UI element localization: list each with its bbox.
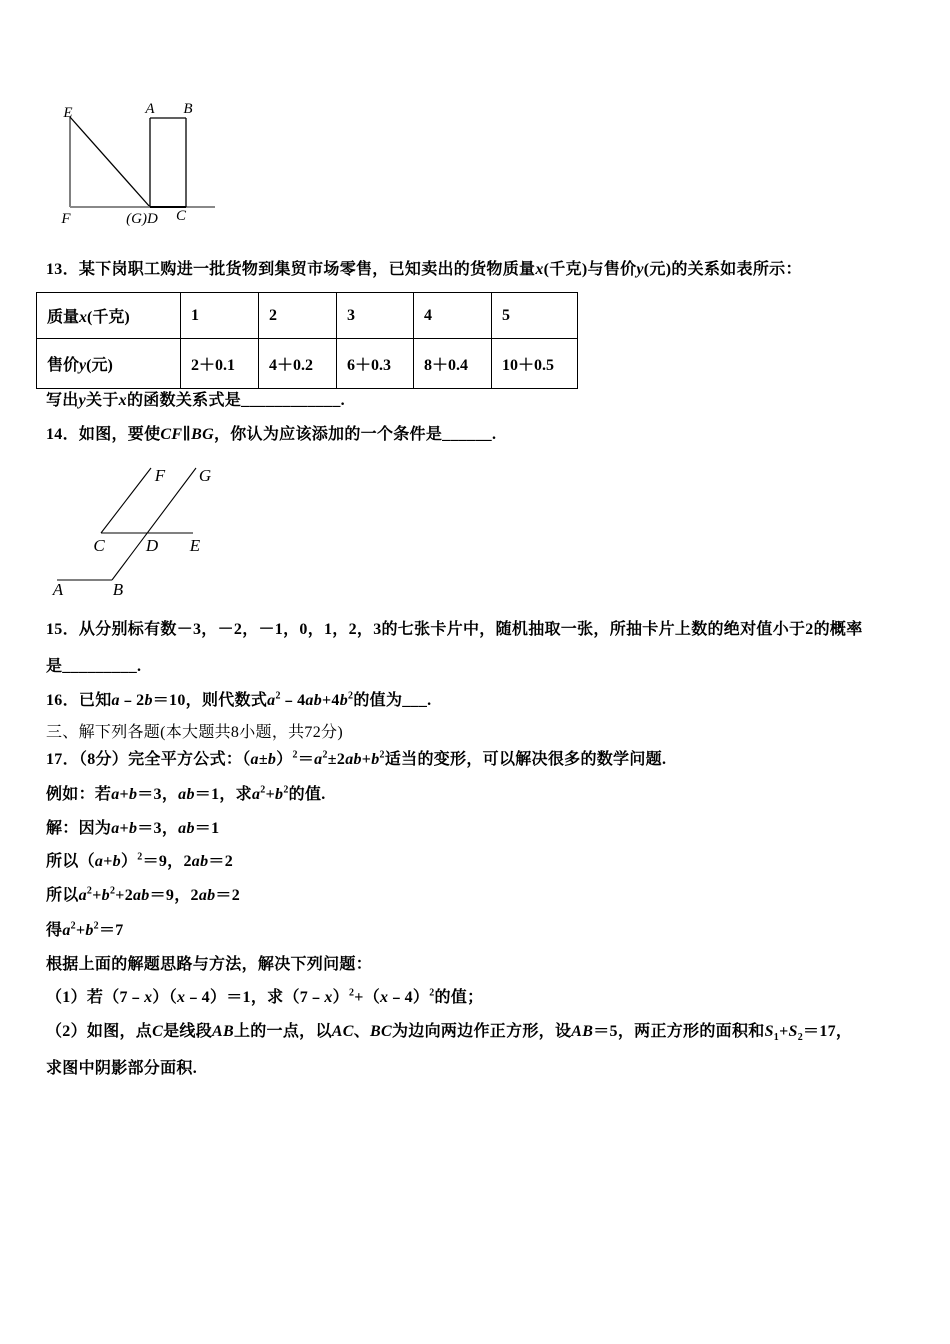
math-variable: b [112,853,121,870]
text-run: ﹣4）＝1，求（7﹣ [185,989,325,1006]
text-run: 的函数关系式是____________. [126,392,345,409]
superscript: 2 [379,749,385,761]
math-variable: b [128,786,138,803]
text-run: 质量 [47,309,80,326]
math-variable: a [111,786,120,803]
text-run: 上的一点，以 [233,1023,332,1040]
text-run: 的值. [288,786,326,803]
text-run: 16．已知 [46,692,112,709]
text-run: ） [120,853,138,870]
text-run: 2＋0.1 [191,357,236,374]
text-run: ＝1，求 [194,786,252,803]
math-variable: b [267,751,277,768]
math-variable: x [177,989,186,1006]
math-variable: a [314,751,323,768]
question-17-solution-1 [46,819,219,839]
question-17-part-2 [46,1022,852,1042]
math-variable: b [144,692,153,709]
text-run: 10＋0.5 [502,357,555,374]
text-run: ＝3， [137,820,179,837]
question-17-part-1 [46,988,483,1008]
question-15-line-1: 15．从分别标有数－3，－2，－1，0，1，2，3的七张卡片中，随机抽取一张，所抽卡片上数的绝对值小于2的概率 [46,621,863,638]
text-run: 4＋0.2 [269,357,314,374]
text-run: +（ [354,989,381,1006]
math-variable: a [111,820,120,837]
superscript: 2 [429,987,435,999]
math-variable: a [251,786,261,803]
text-run: 的值； [434,989,484,1006]
label-f: F [154,466,166,485]
math-variable: x [118,392,127,409]
math-variable: ab [178,820,195,837]
superscript: 2 [283,784,289,796]
text-run: 为边向两边作正方形，设 [391,1023,572,1040]
text-run: 17．（8分）完全平方公式：（ [46,751,251,768]
text-run: ±2 [327,751,346,768]
math-variable: a [62,922,71,939]
math-variable: BC [370,1023,392,1040]
math-variable: y [78,392,87,409]
text-run: 写出 [46,392,79,409]
text-run: 解：因为 [46,820,112,837]
subscript: 2 [797,1032,804,1044]
text-run: ） [332,989,349,1006]
text-run: 5 [502,306,510,324]
label-gd: (G)D [126,211,158,227]
math-variable: ab [345,751,362,768]
math-variable: x [324,989,333,1006]
math-variable: AB [571,1023,594,1040]
math-variable: a [94,853,104,870]
math-variable: b [128,820,138,837]
segment-ed [70,117,150,207]
math-variable: AB [212,1023,234,1040]
math-variable: ab [191,853,209,870]
text-run: （2）如图，点 [46,1023,153,1040]
math-variable: a [78,887,87,904]
text-run: 关于 [86,392,119,409]
text-run: ＝17， [803,1023,853,1040]
text-run: +4 [322,692,340,709]
label-e: E [189,536,201,555]
label-f: F [61,211,71,227]
text-run: ＝10，则代数式 [152,692,268,709]
figure-parallel-lines [40,455,220,600]
superscript: 2 [348,987,355,999]
table-row-mass [37,293,578,339]
label-b: B [183,101,193,117]
text-run: 8＋0.4 [424,357,469,374]
line-cf [101,468,151,533]
text-run: ）（ [152,989,178,1006]
text-run: + [103,853,113,870]
label-a: A [145,101,155,117]
question-17-solution-2 [46,852,233,872]
text-run: 2 [269,306,277,324]
table-cell [259,339,337,389]
math-variable: b [85,922,94,939]
superscript: 2 [348,690,354,702]
math-variable: a [250,751,259,768]
math-variable: S [764,1023,774,1040]
text-run: （1）若（7﹣ [46,989,145,1006]
question-17-stem [46,750,666,770]
math-variable: x [144,989,153,1006]
math-variable: ab [305,692,322,709]
subscript: 1 [773,1032,780,1044]
math-variable: b [339,692,349,709]
math-variable: ab [133,887,150,904]
math-variable: b [275,786,284,803]
text-run: +2 [115,887,133,904]
math-variable: b [371,751,380,768]
math-variable: a [267,692,276,709]
text-run: ＝9，2 [142,853,192,870]
text-run: ，你认为应该添加的一个条件是______. [213,426,497,443]
question-15-line-2: 是_________. [46,658,142,675]
table-header-price [37,339,181,389]
label-a: A [52,580,64,599]
superscript: 2 [70,920,76,932]
superscript: 2 [292,749,298,761]
question-17-solution-4 [46,921,124,941]
question-17-instruction [46,955,372,975]
table-cell [414,339,492,389]
label-e: E [63,105,73,121]
table-cell [414,293,492,339]
text-run: ＝9，2 [149,887,199,904]
math-variable: CF∥BG [160,426,214,443]
text-run: ＝7 [98,922,124,939]
math-variable: x [79,309,88,326]
table-cell [492,339,578,389]
text-run: ） [276,751,293,768]
text-run: 4 [424,306,432,324]
text-run: 是线段 [163,1023,212,1040]
text-run: + [119,820,129,837]
superscript: 2 [322,749,328,761]
math-variable: b [101,887,110,904]
text-run: (元)的关系如表所示： [643,261,802,278]
question-16-stem [46,691,431,711]
text-run: 6＋0.3 [347,357,392,374]
math-variable: C [152,1023,164,1040]
text-run: ± [258,751,268,768]
text-run: + [75,922,86,939]
table-cell [259,293,337,339]
section-3-title: 三、解下列各题(本大题共8小题，共72分) [46,724,343,741]
text-run: ﹣2 [119,692,145,709]
math-variable: y [79,357,87,374]
text-run: (千克)与售价 [543,261,637,278]
text-run: 得 [46,922,63,939]
table-cell [181,293,259,339]
label-d: D [145,536,159,555]
question-17-solution-3 [46,886,240,906]
price-table [36,292,578,389]
table-cell [181,339,259,389]
text-run: ＝ [297,751,315,768]
text-run: 13．某下岗职工购进一批货物到集贸市场零售，已知卖出的货物质量 [46,261,536,278]
text-run: 根据上面的解题思路与方法，解决下列问题： [46,956,373,973]
text-run: ＝1 [194,820,220,837]
text-run: + [119,786,129,803]
math-variable: ab [178,786,195,803]
text-run: ＝5，两正方形的面积和 [593,1023,765,1040]
superscript: 2 [260,784,266,796]
superscript: 2 [275,690,281,702]
text-run: ＝3， [137,786,179,803]
text-run: 适当的变形，可以解决很多的数学问题. [384,751,667,768]
question-13-prompt [46,391,345,411]
math-variable: a [111,692,120,709]
text-run: 1 [191,306,199,324]
table-cell [337,339,414,389]
text-run: ＝2 [208,853,233,870]
question-13-stem [46,260,802,280]
text-run: 例如：若 [46,786,112,803]
text-run: 的值为___. [353,692,432,709]
superscript: 2 [93,920,99,932]
text-run: (千克) [87,309,130,326]
text-run: ﹣4 [280,692,306,709]
figure-rectangle-shadow [40,90,230,235]
table-cell [337,293,414,339]
text-run: 所以（ [46,853,95,870]
math-variable: x [535,261,544,278]
text-run: + [361,751,372,768]
text-run: 14．如图，要使 [46,426,161,443]
text-run: 所以 [46,887,79,904]
text-run: ＝2 [215,887,241,904]
question-17-part-2-cont [46,1059,197,1079]
text-run: 售价 [47,357,80,374]
question-14-stem [46,425,496,445]
superscript: 2 [109,885,116,897]
superscript: 2 [86,885,93,897]
table-row-price [37,339,578,389]
superscript: 2 [137,851,143,863]
text-run: ﹣4） [388,989,430,1006]
text-run: 3 [347,306,355,324]
text-run: + [779,1023,789,1040]
math-variable: ab [198,887,216,904]
table-cell [492,293,578,339]
text-run: 、 [353,1023,371,1040]
label-c: C [175,208,187,224]
question-17-example [46,785,326,805]
math-variable: y [636,261,644,278]
label-c: C [93,536,105,555]
text-run: 求图中阴影部分面积. [46,1060,198,1077]
text-run: + [265,786,276,803]
text-run: + [92,887,102,904]
math-variable: x [380,989,389,1006]
text-run: (元) [86,357,113,374]
label-b: B [112,580,124,599]
math-variable: AC [331,1023,354,1040]
table-header-mass [37,293,181,339]
label-g: G [198,466,212,485]
math-variable: S [788,1023,798,1040]
